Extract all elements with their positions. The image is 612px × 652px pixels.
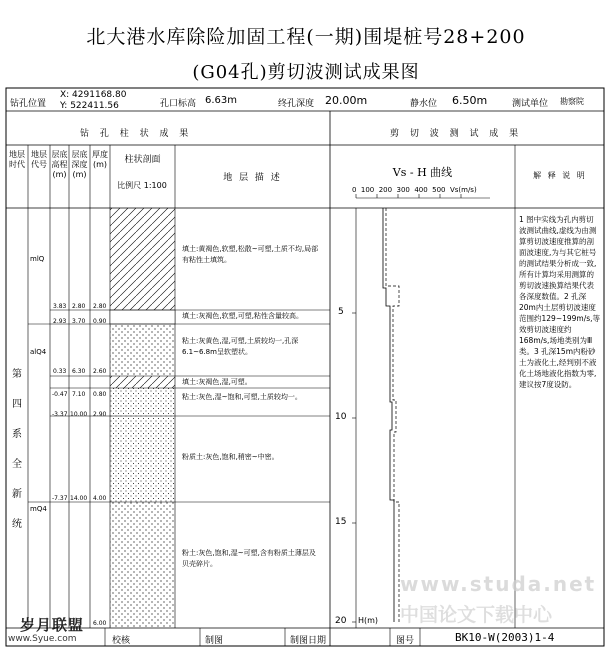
watermark-site-cn: 岁月联盟 [20, 616, 85, 634]
page-subtitle: (G04孔)剪切波测试成果图 [192, 62, 420, 83]
layer-4-elev: -0.47 [52, 391, 68, 398]
layer-3-desc: 粘土:灰黄色,湿,可塑,土质较均一,孔深6.1~6.8m呈软塑状。 [182, 337, 299, 356]
footer-fig-label: 图号 [396, 636, 415, 646]
depth-value: 20.00m [325, 94, 368, 107]
coord-y: Y: 522411.56 [60, 101, 119, 111]
footer-draw-date: 制图日期 [290, 636, 327, 646]
elev-value: 6.63m [205, 95, 238, 106]
layer-3-elev: 0.33 [53, 368, 67, 375]
layer-3-thick: 2.60 [93, 368, 107, 375]
stratum-code-1: mlQ [30, 255, 45, 263]
layer-7-thick: 6.00 [93, 620, 107, 627]
col-column: 柱状剖面 [124, 155, 161, 165]
stratum-code-3: mQ4 [30, 505, 47, 513]
footer-draw: 制图 [205, 636, 224, 646]
layer-6-thick: 4.00 [93, 495, 107, 502]
layer-2-elev: 2.93 [53, 318, 67, 325]
layer-6-depth: 14.00 [70, 495, 88, 502]
section-shear: 剪 切 波 测 试 成 果 [390, 129, 523, 139]
depth-axis-label: H(m) [358, 616, 379, 625]
col-bottom-elev: 层底高程(m) [51, 150, 68, 179]
footer-fig-no: BK10-W(2003)1-4 [455, 631, 555, 644]
layer-5-elev: -3.37 [52, 411, 68, 418]
depth-tick-10: 10 [335, 412, 347, 422]
remarks-text: 1 图中实线为孔内剪切波测试曲线,虚线为由测算剪切波速度推算的剖面波速度,为与其它桩号的测试结果分析成一致,所有计算均采用测算的剪切波速换算结果代表各深度数值。2 孔深20m内土层剪切波速度范围约129~199m/s,等效剪切波速度约168m/s,场地类别为Ⅲ类。3 孔深15m内粉砂土为液化土,经判别不液化土场地液化指数为零,建议按7度设防。 [519, 215, 601, 389]
layer-1-elev: 3.83 [53, 303, 67, 310]
layer-6-elev: -7.37 [52, 495, 68, 502]
col-age: 地层时代 [9, 150, 25, 169]
page-title: 北大港水库除险加固工程(一期)围堤桩号28+200 [86, 26, 526, 48]
col-scale: 比例尺 1:100 [117, 181, 167, 190]
elev-label: 孔口标高 [160, 99, 197, 109]
layer-5-thick: 2.90 [93, 411, 107, 418]
watermark-studa-url: www.studa.net [400, 572, 597, 596]
water-label: 静水位 [410, 99, 438, 109]
watermark-studa-cn: 中国论文下载中心 [400, 604, 553, 626]
col-curve: Vs - H 曲线 [392, 166, 453, 179]
layer-5-desc: 粘土:灰色,湿~饱和,可塑,土质较均一。 [182, 393, 302, 401]
col-code: 地层代号 [31, 150, 47, 169]
coord-x: X: 4291168.80 [60, 90, 127, 100]
layer-1-desc: 填土:黄褐色,软塑,松散~可塑,土质不均,局部有粘性土填筑。 [182, 245, 319, 264]
coord-label: 钻孔位置 [10, 99, 47, 109]
inferred-vs-curve [386, 208, 399, 622]
water-value: 6.50m [452, 94, 488, 107]
watermark-site-url: www.Syue.com [8, 634, 77, 644]
layer-1-depth: 2.80 [72, 303, 86, 310]
layer-5-depth: 10.00 [70, 411, 88, 418]
unit-value: 勘察院 [560, 97, 584, 106]
footer-check: 校核 [112, 636, 131, 646]
depth-tick-20: 20 [335, 616, 347, 626]
measured-vs-curve [383, 208, 394, 622]
layer-2-desc: 填土:灰褐色,软塑,可塑,粘性含量较高。 [182, 312, 304, 320]
layer-4-thick: 0.80 [93, 391, 107, 398]
col-bottom-depth: 层底深度(m) [71, 150, 88, 179]
layer-4-depth: 7.10 [72, 391, 86, 398]
depth-tick-5: 5 [338, 307, 344, 317]
layer-2-depth: 3.70 [72, 318, 86, 325]
depth-label: 终孔深度 [278, 99, 315, 109]
layer-6-desc: 粉质土:灰色,饱和,稍密~中密。 [182, 453, 279, 461]
depth-tick-15: 15 [335, 517, 347, 527]
col-description: 地 层 描 述 [223, 173, 282, 183]
layer-7-desc: 粉土:灰色,饱和,湿~可塑,含有粉质土薄层及贝壳碎片。 [182, 549, 316, 568]
layer-3-depth: 6.30 [72, 368, 86, 375]
stratum-code-2: alQ4 [30, 348, 47, 356]
unit-label: 测试单位 [512, 99, 549, 109]
col-remarks: 解 释 说 明 [533, 171, 587, 180]
layer-1-thick: 2.80 [93, 303, 107, 310]
layer-2-thick: 0.90 [93, 318, 107, 325]
velocity-axis-labels: 0 100 200 300 400 500 Vs(m/s) [352, 186, 477, 194]
col-thickness: 厚度(m) [92, 150, 108, 169]
section-drilling: 钻 孔 柱 状 成 果 [80, 129, 193, 139]
stratum-age: 第四系全新统 [12, 369, 22, 530]
layer-4-desc: 填土:灰褐色,湿,可塑。 [182, 378, 252, 386]
